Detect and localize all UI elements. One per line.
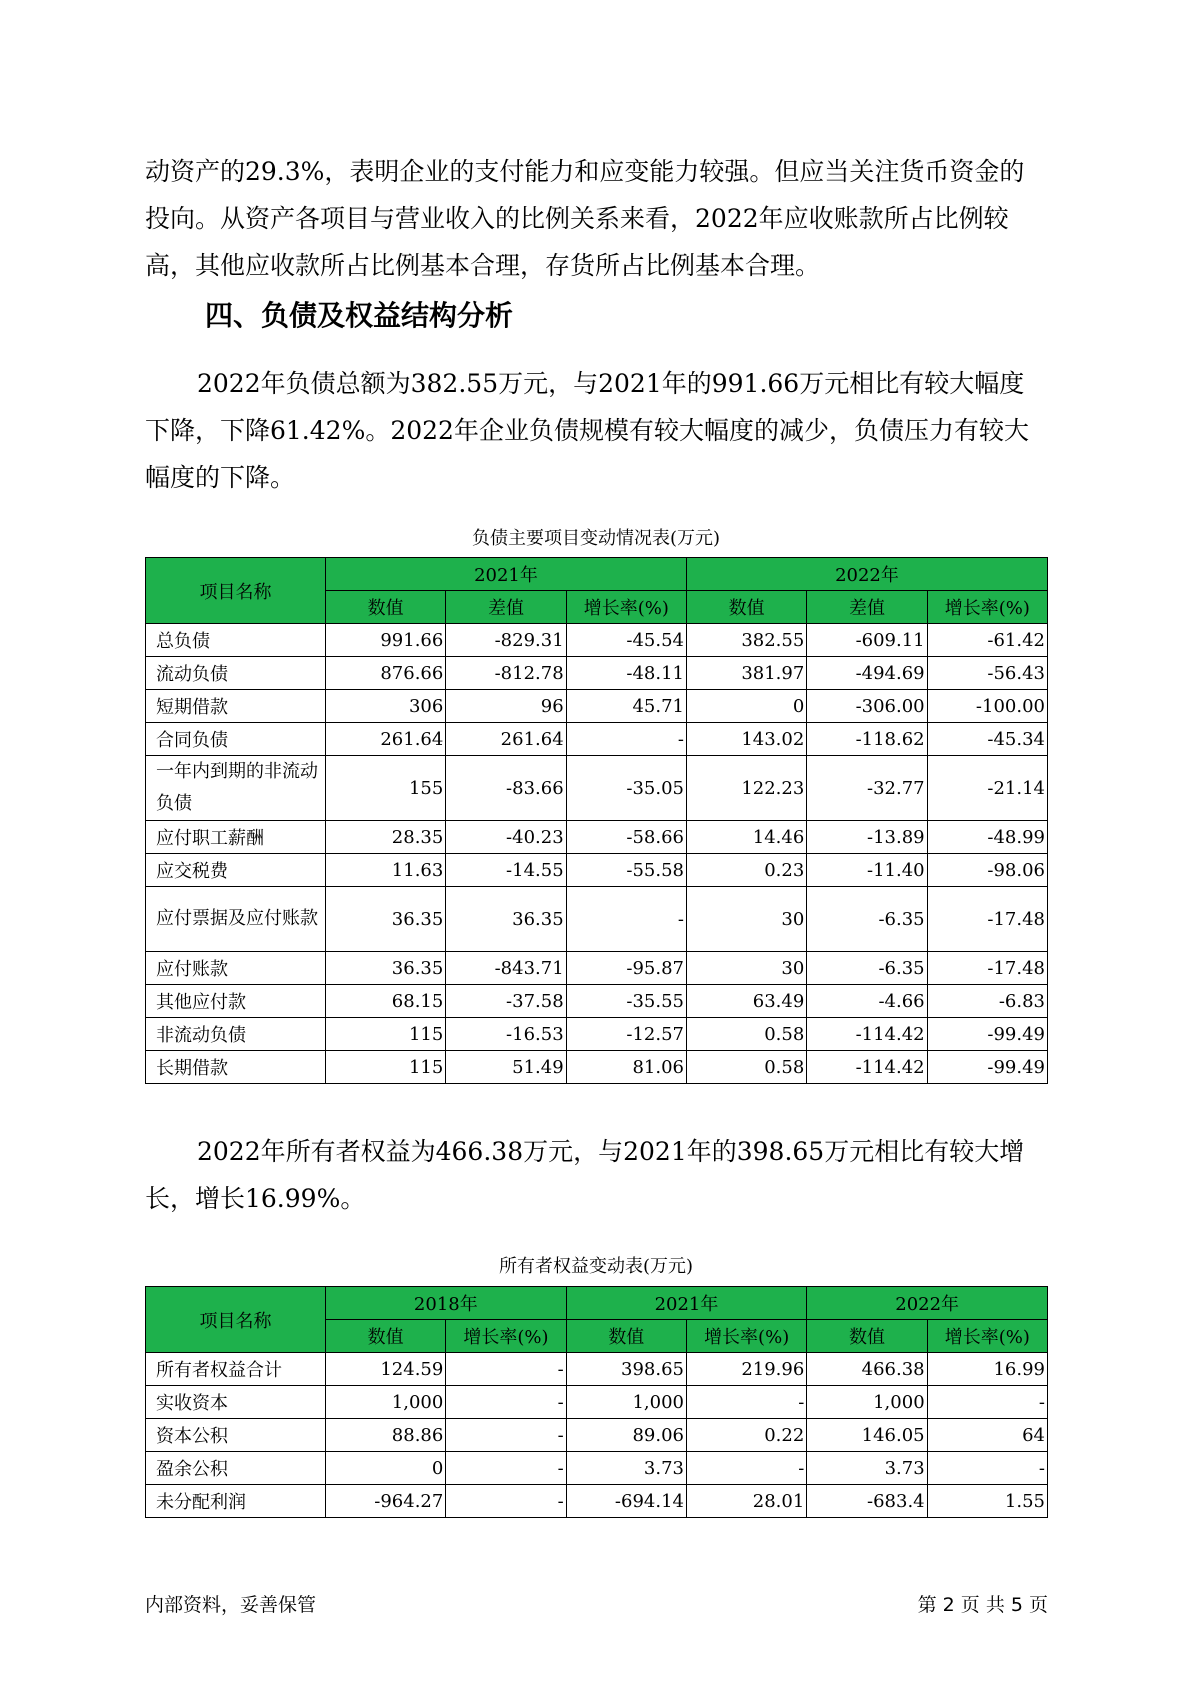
equity-table-body xyxy=(146,1353,1048,1518)
liability-table-body xyxy=(146,624,1048,1084)
table-cell: 382.55 xyxy=(686,624,806,657)
table-cell: 89.06 xyxy=(566,1419,686,1452)
table-cell: 219.96 xyxy=(686,1353,806,1386)
table-cell: 261.64 xyxy=(326,723,446,756)
col-header-name: 项目名称 xyxy=(146,558,326,624)
table-cell: - xyxy=(446,1386,566,1419)
table-cell: 16.99 xyxy=(927,1353,1047,1386)
row-label: 流动负债 xyxy=(146,657,326,690)
row-label: 实收资本 xyxy=(146,1386,326,1419)
col-header-year: 2022年 xyxy=(686,558,1047,591)
table-cell: - xyxy=(686,1386,806,1419)
table-cell: 0.58 xyxy=(686,1018,806,1051)
table-cell: 115 xyxy=(326,1018,446,1051)
col-subheader: 增长率(%) xyxy=(446,1320,566,1353)
table-row xyxy=(146,1419,1048,1452)
table-cell: - xyxy=(927,1386,1047,1419)
table-cell: 14.46 xyxy=(686,821,806,854)
table-cell: 1,000 xyxy=(807,1386,927,1419)
col-header-year: 2021年 xyxy=(566,1287,807,1320)
table-row xyxy=(146,1386,1048,1419)
table-cell: -16.53 xyxy=(446,1018,566,1051)
table-cell: 36.35 xyxy=(326,952,446,985)
col-subheader: 数值 xyxy=(326,591,446,624)
table-cell: -494.69 xyxy=(807,657,927,690)
col-subheader: 增长率(%) xyxy=(927,1320,1047,1353)
table-cell: -694.14 xyxy=(566,1485,686,1518)
table-cell: 122.23 xyxy=(686,756,806,821)
table-cell: -58.66 xyxy=(566,821,686,854)
table-cell: - xyxy=(686,1452,806,1485)
table-cell: -32.77 xyxy=(807,756,927,821)
table-cell: -45.54 xyxy=(566,624,686,657)
row-label: 盈余公积 xyxy=(146,1452,326,1485)
table-cell: - xyxy=(927,1452,1047,1485)
col-subheader: 数值 xyxy=(686,591,806,624)
table-cell: 30 xyxy=(686,952,806,985)
table-cell: 143.02 xyxy=(686,723,806,756)
table-cell: -114.42 xyxy=(807,1051,927,1084)
table-cell: - xyxy=(566,887,686,952)
table-cell: 1,000 xyxy=(566,1386,686,1419)
table-cell: -99.49 xyxy=(927,1018,1047,1051)
footer-page-number: 第 2 页 共 5 页 xyxy=(917,1594,1048,1616)
col-subheader: 数值 xyxy=(566,1320,686,1353)
table-cell: 68.15 xyxy=(326,985,446,1018)
table-cell: -17.48 xyxy=(927,952,1047,985)
table-cell: -61.42 xyxy=(927,624,1047,657)
table-cell: -6.35 xyxy=(807,887,927,952)
table-cell: -118.62 xyxy=(807,723,927,756)
table-cell: -11.40 xyxy=(807,854,927,887)
table-cell: -56.43 xyxy=(927,657,1047,690)
row-label: 总负债 xyxy=(146,624,326,657)
table-cell: -37.58 xyxy=(446,985,566,1018)
liability-table xyxy=(145,557,1048,1084)
table-cell: - xyxy=(446,1419,566,1452)
table-cell: 876.66 xyxy=(326,657,446,690)
table-row xyxy=(146,657,1048,690)
table-cell: -683.4 xyxy=(807,1485,927,1518)
table-cell: 11.63 xyxy=(326,854,446,887)
table-cell: -45.34 xyxy=(927,723,1047,756)
table-row xyxy=(146,985,1048,1018)
table-cell: -812.78 xyxy=(446,657,566,690)
table-cell: 51.49 xyxy=(446,1051,566,1084)
table-row xyxy=(146,723,1048,756)
table-cell: 88.86 xyxy=(326,1419,446,1452)
table-cell: -306.00 xyxy=(807,690,927,723)
table-row xyxy=(146,624,1048,657)
table-cell: 1,000 xyxy=(326,1386,446,1419)
table-cell: 64 xyxy=(927,1419,1047,1452)
table-cell: -48.99 xyxy=(927,821,1047,854)
table-cell: - xyxy=(446,1353,566,1386)
table-cell: 261.64 xyxy=(446,723,566,756)
liability-table-caption: 负债主要项目变动情况表(万元) xyxy=(471,528,721,549)
row-label: 应付账款 xyxy=(146,952,326,985)
table-cell: 45.71 xyxy=(566,690,686,723)
table-cell: -17.48 xyxy=(927,887,1047,952)
table-cell: -35.05 xyxy=(566,756,686,821)
table-row xyxy=(146,1485,1048,1518)
table-cell: - xyxy=(566,723,686,756)
table-cell: 0.58 xyxy=(686,1051,806,1084)
table-cell: 81.06 xyxy=(566,1051,686,1084)
table-row xyxy=(146,887,1048,952)
table-cell: 3.73 xyxy=(566,1452,686,1485)
table-cell: -55.58 xyxy=(566,854,686,887)
table-cell: 96 xyxy=(446,690,566,723)
row-label: 资本公积 xyxy=(146,1419,326,1452)
paragraph-asset-conclusion: 动资产的29.3%，表明企业的支付能力和应变能力较强。但应当关注货币资金的投向。从资产各项目与营业收入的比例关系来看，2022年应收账款所占比例较高，其他应收款所占比例基本合理，存货所占比例基本合理。 xyxy=(145,157,1025,280)
table-cell: 398.65 xyxy=(566,1353,686,1386)
col-header-name: 项目名称 xyxy=(146,1287,326,1353)
table-cell: 466.38 xyxy=(807,1353,927,1386)
table-cell: -100.00 xyxy=(927,690,1047,723)
table-cell: -114.42 xyxy=(807,1018,927,1051)
table-cell: -6.83 xyxy=(927,985,1047,1018)
col-header-year: 2018年 xyxy=(326,1287,567,1320)
table-cell: -48.11 xyxy=(566,657,686,690)
table-cell: -12.57 xyxy=(566,1018,686,1051)
table-cell: -609.11 xyxy=(807,624,927,657)
table-cell: 63.49 xyxy=(686,985,806,1018)
row-label: 其他应付款 xyxy=(146,985,326,1018)
col-subheader: 增长率(%) xyxy=(566,591,686,624)
table-cell: -35.55 xyxy=(566,985,686,1018)
table-cell: -21.14 xyxy=(927,756,1047,821)
row-label: 应付票据及应付账款 xyxy=(146,887,326,952)
col-subheader: 数值 xyxy=(807,1320,927,1353)
section-heading: 四、负债及权益结构分析 xyxy=(205,299,514,332)
table-cell: -6.35 xyxy=(807,952,927,985)
table-cell: -99.49 xyxy=(927,1051,1047,1084)
table-cell: 381.97 xyxy=(686,657,806,690)
table-row xyxy=(146,690,1048,723)
table-cell: 28.35 xyxy=(326,821,446,854)
row-label: 一年内到期的非流动负债 xyxy=(146,756,326,821)
table-row xyxy=(146,952,1048,985)
table-cell: -964.27 xyxy=(326,1485,446,1518)
table-cell: 1.55 xyxy=(927,1485,1047,1518)
row-label: 长期借款 xyxy=(146,1051,326,1084)
table-row xyxy=(146,821,1048,854)
row-label: 非流动负债 xyxy=(146,1018,326,1051)
table-cell: 0.22 xyxy=(686,1419,806,1452)
table-cell: 0 xyxy=(686,690,806,723)
col-header-year: 2022年 xyxy=(807,1287,1048,1320)
table-cell: - xyxy=(446,1452,566,1485)
footer-confidential-note: 内部资料，妥善保管 xyxy=(145,1594,317,1616)
paragraph-equity-summary: 2022年所有者权益为466.38万元，与2021年的398.65万元相比有较大增长，增长16.99%。 xyxy=(145,1137,1025,1213)
table-cell: -14.55 xyxy=(446,854,566,887)
col-subheader: 数值 xyxy=(326,1320,446,1353)
table-cell: 36.35 xyxy=(326,887,446,952)
table-cell: 0 xyxy=(326,1452,446,1485)
table-cell: -95.87 xyxy=(566,952,686,985)
table-row xyxy=(146,1353,1048,1386)
col-subheader: 差值 xyxy=(807,591,927,624)
table-cell: 30 xyxy=(686,887,806,952)
table-cell: 36.35 xyxy=(446,887,566,952)
col-header-year: 2021年 xyxy=(326,558,687,591)
col-subheader: 增长率(%) xyxy=(927,591,1047,624)
equity-table-caption: 所有者权益变动表(万元) xyxy=(498,1256,694,1277)
row-label: 短期借款 xyxy=(146,690,326,723)
table-cell: 3.73 xyxy=(807,1452,927,1485)
row-label: 所有者权益合计 xyxy=(146,1353,326,1386)
table-cell: 146.05 xyxy=(807,1419,927,1452)
table-row xyxy=(146,1018,1048,1051)
table-cell: 991.66 xyxy=(326,624,446,657)
col-subheader: 差值 xyxy=(446,591,566,624)
table-cell: 28.01 xyxy=(686,1485,806,1518)
table-cell: 115 xyxy=(326,1051,446,1084)
table-cell: 0.23 xyxy=(686,854,806,887)
equity-table xyxy=(145,1286,1048,1518)
table-cell: -40.23 xyxy=(446,821,566,854)
table-cell: - xyxy=(446,1485,566,1518)
table-cell: -13.89 xyxy=(807,821,927,854)
table-row xyxy=(146,756,1048,821)
table-row xyxy=(146,1051,1048,1084)
col-subheader: 增长率(%) xyxy=(686,1320,806,1353)
table-cell: -98.06 xyxy=(927,854,1047,887)
table-cell: -843.71 xyxy=(446,952,566,985)
table-row xyxy=(146,854,1048,887)
table-cell: -83.66 xyxy=(446,756,566,821)
table-cell: 155 xyxy=(326,756,446,821)
row-label: 未分配利润 xyxy=(146,1485,326,1518)
table-cell: 124.59 xyxy=(326,1353,446,1386)
table-row xyxy=(146,1452,1048,1485)
row-label: 合同负债 xyxy=(146,723,326,756)
row-label: 应交税费 xyxy=(146,854,326,887)
table-cell: -4.66 xyxy=(807,985,927,1018)
table-cell: -829.31 xyxy=(446,624,566,657)
table-cell: 306 xyxy=(326,690,446,723)
row-label: 应付职工薪酬 xyxy=(146,821,326,854)
paragraph-liability-summary: 2022年负债总额为382.55万元，与2021年的991.66万元相比有较大幅度下降，下降61.42%。2022年企业负债规模有较大幅度的减少，负债压力有较大幅度的下降。 xyxy=(145,369,1029,492)
